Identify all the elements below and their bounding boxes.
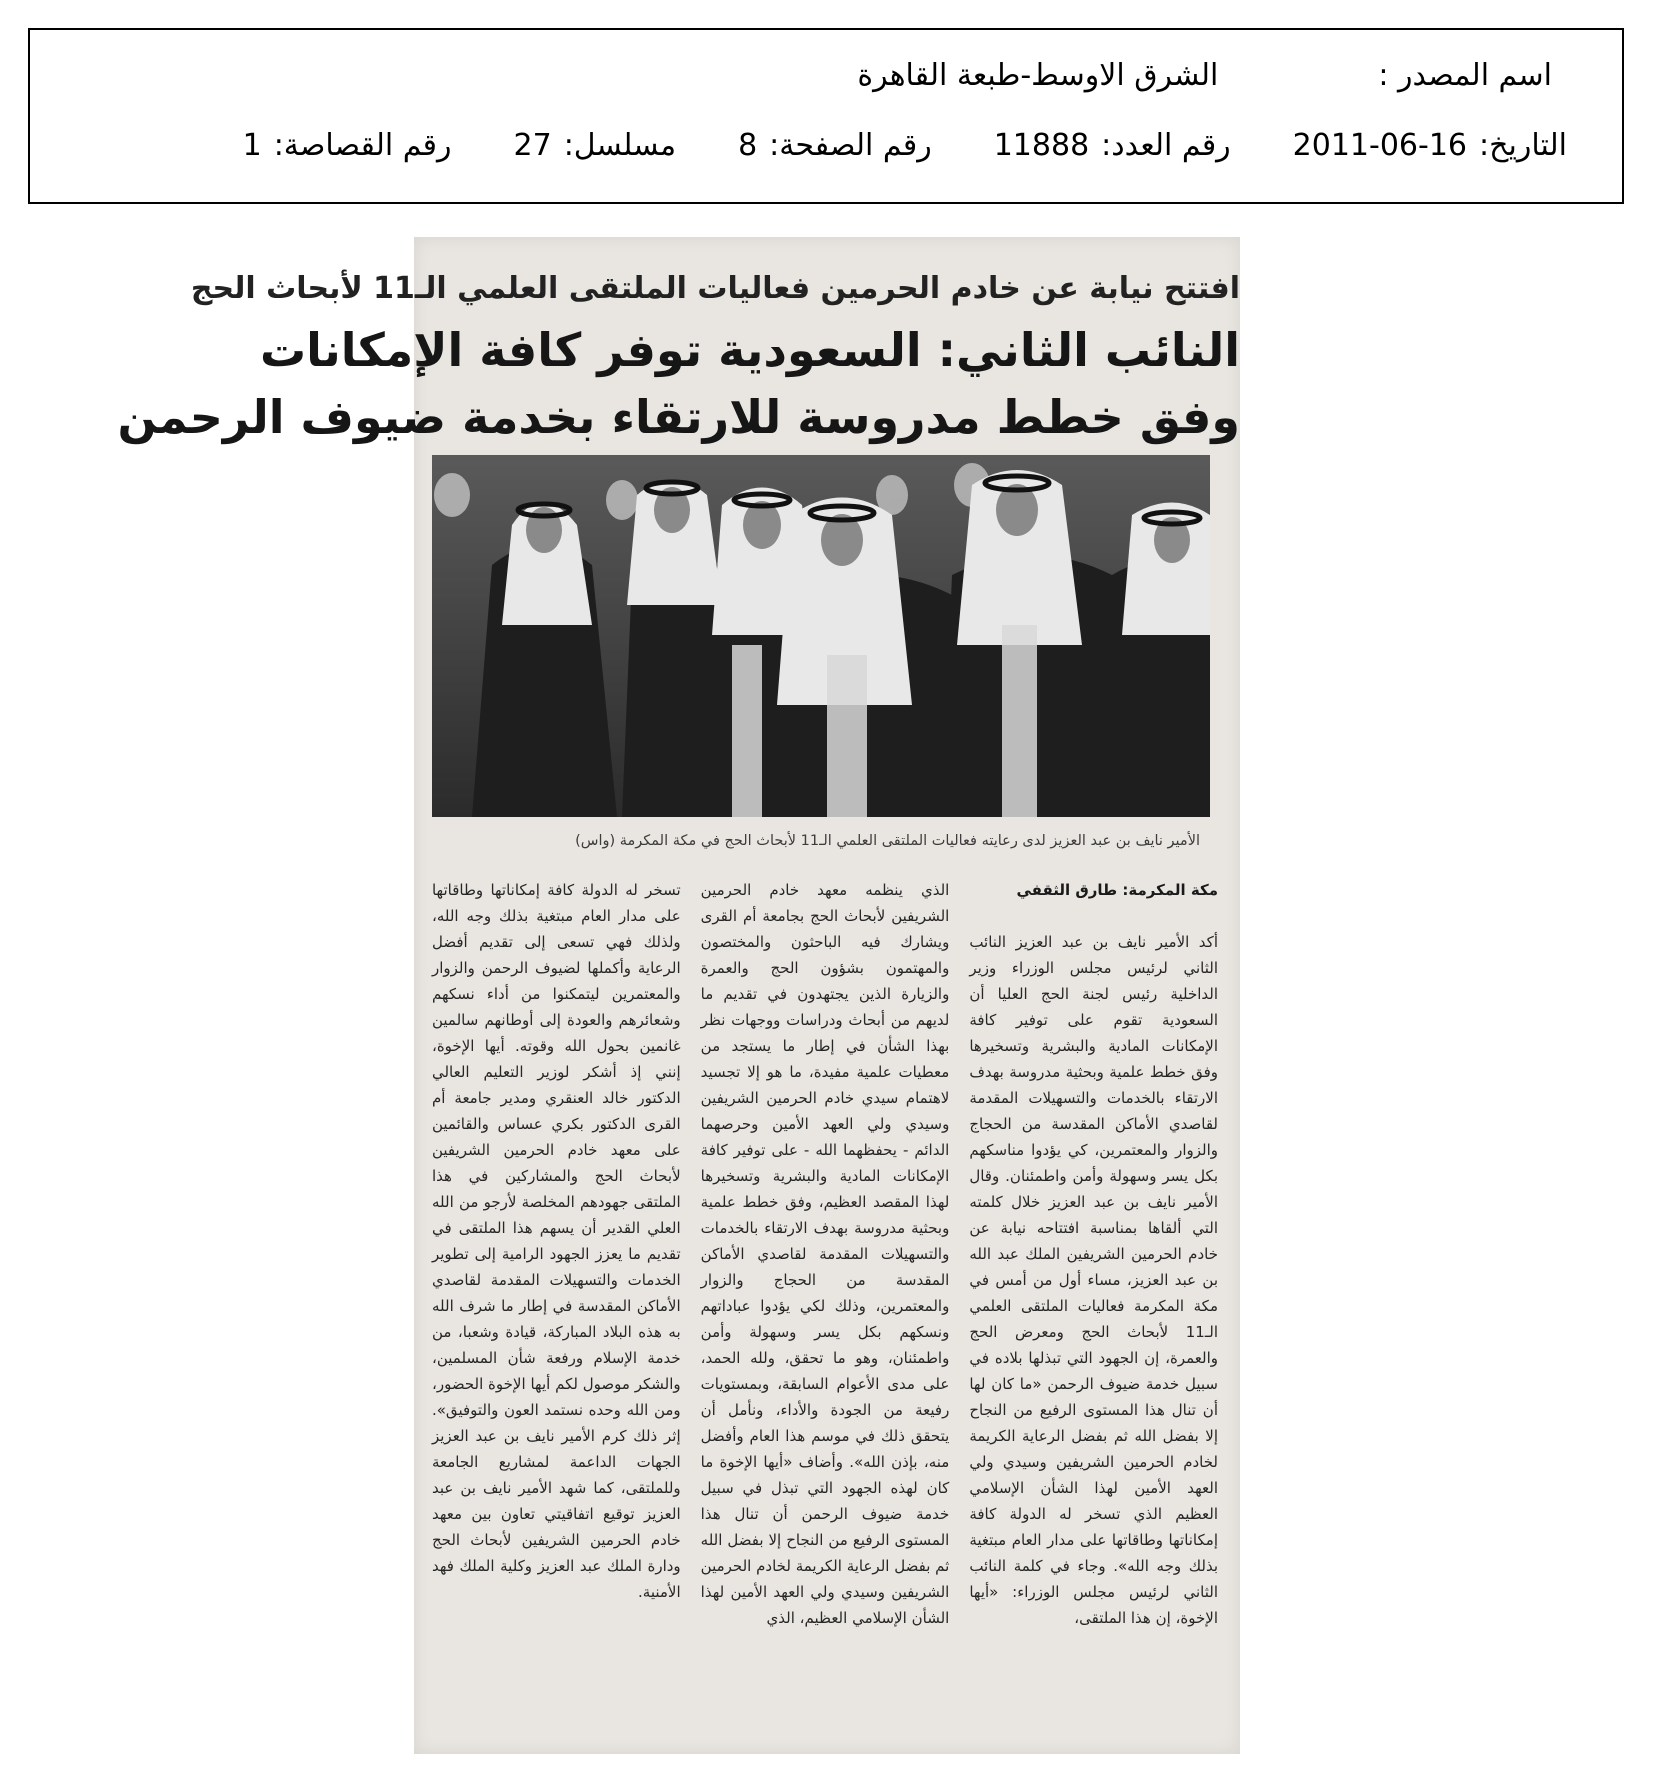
article-column-2 [701, 877, 950, 1747]
serial-field [514, 128, 677, 163]
byline: مكة المكرمة: طارق الثقفي [1016, 881, 1218, 899]
clip-number-field [243, 128, 452, 163]
page-field [738, 128, 932, 163]
issue-field [994, 128, 1231, 163]
page-label: رقم الصفحة: [769, 128, 932, 163]
article-column-1 [969, 877, 1218, 1747]
photo-group-of-men-image [432, 455, 1210, 817]
serial-label: مسلسل: [563, 128, 677, 163]
column-3-text: تسخر له الدولة كافة إمكاناتها وطاقاتها على مدار العام مبتغية بذلك وجه الله، ولذلك فهي تسعى إلى تقديم أفضل الرعاية وأكملها لضيوف الرحمن والزوار والمعتمرين ليتمكنوا من أداء نسكهم وشعائرهم والعودة إلى أوطانهم سالمين غانمين بحول الله وقوته. أيها الإخوة، إنني إذ أشكر لوزير التعليم العالي الدكتور خالد العنقري ومدير جامعة أم القرى الدكتور بكري عساس والقائمين على معهد خادم الحرمين الشريفين لأبحاث الحج والمشاركين في هذا الملتقى جهودهم المخلصة لأرجو من الله العلي القدير أن يسهم هذا الملتقى في تقديم ما يعزز الجهود الرامية إلى تطوير الخدمات والتسهيلات المقدمة لقاصدي الأماكن المقدسة في إطار ما شرف الله به هذه البلاد المباركة، قيادة وشعبا، من خدمة الإسلام ورفعة شأن المسلمين، والشكر موصول لكم أيها الإخوة الحضور، ومن الله وحده نستمد العون والتوفيق». إثر ذلك كرم الأمير نايف بن عبد العزيز الجهات الداعمة لمشاريع الجامعة وللملتقى، كما شهد الأمير نايف بن عبد العزيز توقيع اتفاقيتي تعاون بين معهد خادم الحرمين الشريفين لأبحاث الحج ودارة الملك عبد العزيز وكلية الملك فهد الأمنية. [431, 881, 681, 1601]
issue-label: رقم العدد: [1101, 128, 1231, 163]
date-value: 2011-06-16 [1292, 128, 1468, 163]
column-1-text: أكد الأمير نايف بن عبد العزيز النائب الثاني لرئيس مجلس الوزراء وزير الداخلية رئيس لجنة الحج العليا أن السعودية تقوم على توفير كافة الإمكانات المادية والبشرية وتسخيرها وفق خطط علمية وبحثية مدروسة بهدف الارتقاء بالخدمات والتسهيلات المقدمة لقاصدي الأماكن المقدسة من الحجاج والزوار والمعتمرين، كي يؤدوا مناسكهم بكل يسر وسهولة وأمن واطمئنان. وقال الأمير نايف بن عبد العزيز خلال كلمته التي ألقاها بمناسبة افتتاحه نيابة عن خادم الحرمين الشريفين الملك عبد الله بن عبد العزيز، مساء أول من أمس في مكة المكرمة فعاليات الملتقى العلمي الـ11 لأبحاث الحج ومعرض الحج والعمرة، إن الجهود التي تبذلها بلاده في سبيل خدمة ضيوف الرحمن «ما كان لها أن تنال هذا المستوى الرفيع من النجاح إلا بفضل الله ثم بفضل الرعاية الكريمة لخادم الحرمين الشريفين وسيدي ولي العهد الأمين لهذا الشأن الإسلامي العظيم الذي تسخر له الدولة كافة إمكاناتها وطاقاتها على مدار العام مبتغية بذلك وجه الله». وجاء في كلمة النائب الثاني لرئيس مجلس الوزراء: «أيها الإخوة، إن هذا الملتقى، [969, 933, 1218, 1627]
source-field [1378, 58, 1552, 93]
serial-value: 27 [513, 128, 552, 163]
column-2-text: الذي ينظمه معهد خادم الحرمين الشريفين لأبحاث الحج بجامعة أم القرى ويشارك فيه الباحثون والمختصون والمهتمون بشؤون الحج والعمرة والزيارة الذين يجتهدون في تقديم ما لديهم من أبحاث ودراسات ووجهات نظر بهذا الشأن في إطار ما يستجد من معطيات علمية مفيدة، ما هو إلا تجسيد لاهتمام سيدي خادم الحرمين الشريفين وسيدي ولي العهد الأمين وحرصهما الدائم - يحفظهما الله - على توفير كافة الإمكانات المادية والبشرية وتسخيرها لهذا المقصد العظيم، وفق خطط علمية وبحثية مدروسة بهدف الارتقاء بالخدمات والتسهيلات المقدمة لقاصدي الأماكن المقدسة من الحجاج والزوار والمعتمرين، وذلك لكي يؤدوا عباداتهم ونسكهم بكل يسر وسهولة وأمن واطمئنان، وهو ما تحقق، ولله الحمد، على مدى الأعوام السابقة، وبمستويات رفيعة من الجودة والأداء، ونأمل أن يتحقق ذلك في موسم هذا العام وأفضل منه، بإذن الله». وأضاف «أيها الإخوة ما كان لهذه الجهود التي تبذل في سبيل خدمة ضيوف الرحمن أن تنال هذا المستوى الرفيع من النجاح إلا بفضل الله ثم بفضل الرعاية الكريمة لخادم الحرمين الشريفين وسيدي ولي العهد الأمين لهذا الشأن الإسلامي العظيم، الذي [700, 881, 950, 1627]
date-field [1293, 128, 1567, 163]
headline-line-1: النائب الثاني: السعودية توفر كافة الإمكانات [259, 323, 1240, 377]
issue-value: 11888 [993, 128, 1090, 163]
source-value-field [857, 58, 1218, 93]
article-column-3 [432, 877, 681, 1747]
page-value: 8 [738, 128, 758, 163]
article-kicker: افتتح نيابة عن خادم الحرمين فعاليات الملتقى العلمي الـ11 لأبحاث الحج [190, 271, 1240, 306]
details-row [243, 128, 1567, 163]
clip-number-label: رقم القصاصة: [273, 128, 452, 163]
article-body [432, 877, 1218, 1747]
source-label: اسم المصدر : [1378, 58, 1552, 93]
source-value: الشرق الاوسط-طبعة القاهرة [857, 58, 1219, 93]
clip-number-value: 1 [242, 128, 262, 163]
article-photo [432, 455, 1210, 817]
newspaper-clipping [117, 237, 1240, 1754]
photo-caption: الأمير نايف بن عبد العزيز لدى رعايته فعاليات الملتقى العلمي الـ11 لأبحاث الحج في مكة المكرمة (واس) [575, 833, 1200, 849]
date-label: التاريخ: [1479, 128, 1567, 163]
clipping-metadata-box [28, 28, 1624, 204]
source-row [857, 58, 1552, 93]
headline-line-2: وفق خطط مدروسة للارتقاء بخدمة ضيوف الرحمن [117, 390, 1240, 444]
